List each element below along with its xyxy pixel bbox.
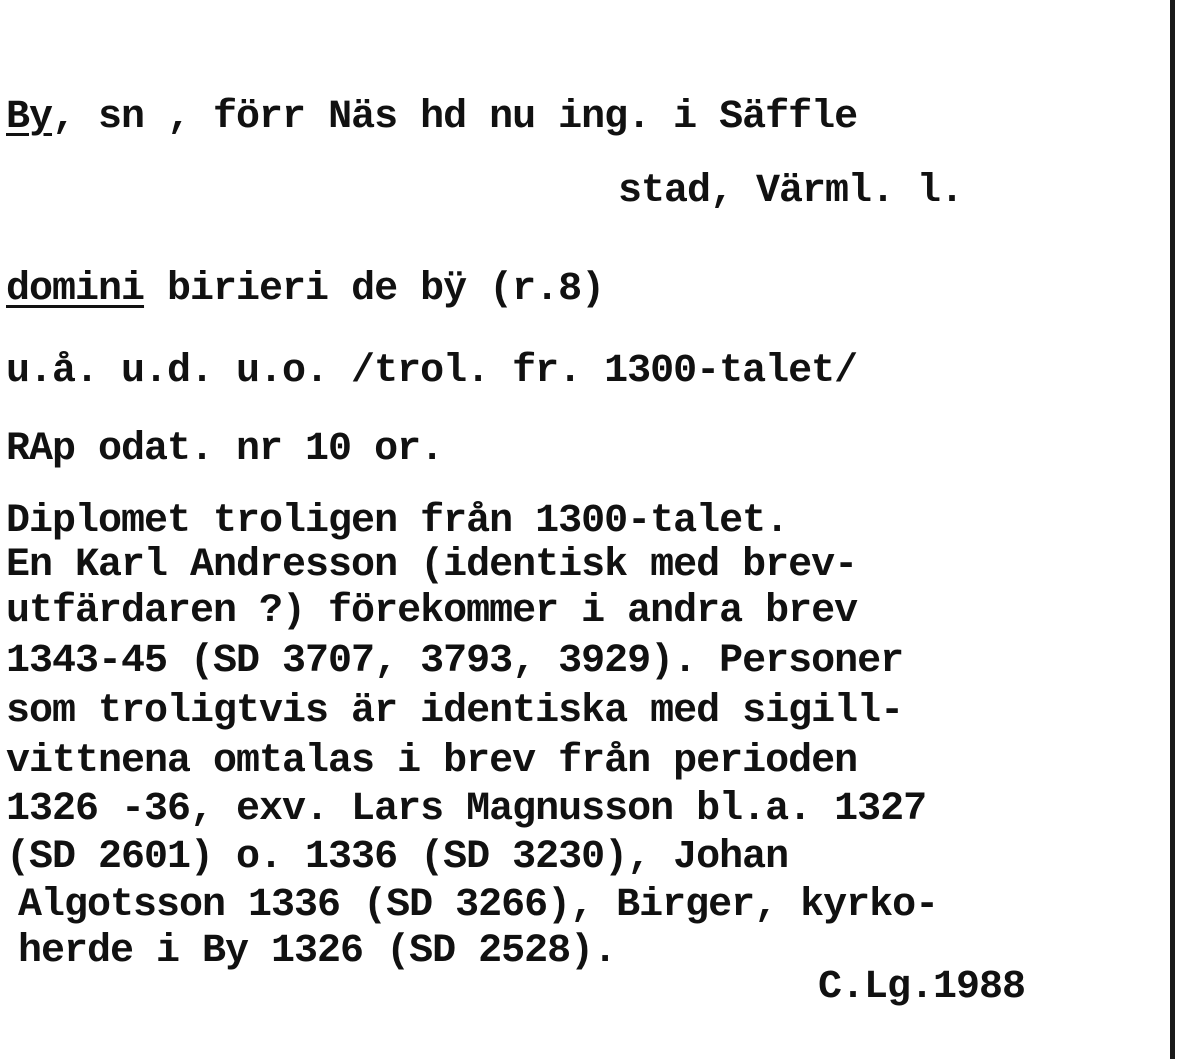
commentary-line-7: 1326 -36, exv. Lars Magnusson bl.a. 1327 bbox=[6, 787, 927, 832]
header-line-1 bbox=[6, 96, 857, 140]
card-edge bbox=[1170, 0, 1175, 1059]
dating-line: u.å. u.d. u.o. /trol. fr. 1300-talet/ bbox=[6, 349, 858, 394]
citation-word-rest: birieri de bÿ (r.8) bbox=[144, 267, 605, 312]
underlined-form: domini bbox=[6, 267, 145, 312]
signature: C.Lg.1988 bbox=[818, 965, 1026, 1010]
commentary-line-2: En Karl Andresson (identisk med brev- bbox=[6, 543, 858, 588]
commentary-line-6: vittnena omtalas i brev från perioden bbox=[6, 739, 858, 784]
header-line-1-rest: , sn , förr Näs hd nu ing. i Säffle bbox=[52, 95, 858, 140]
commentary-line-9: Algotsson 1336 (SD 3266), Birger, kyrko- bbox=[18, 883, 939, 928]
commentary-line-4: 1343-45 (SD 3707, 3793, 3929). Personer bbox=[6, 639, 904, 684]
lemma: By bbox=[6, 95, 53, 140]
header-line-2: stad, Värml. l. bbox=[618, 169, 964, 214]
commentary-line-8: (SD 2601) o. 1336 (SD 3230), Johan bbox=[6, 835, 789, 880]
commentary-line-5: som troligtvis är identiska med sigill- bbox=[6, 689, 904, 734]
commentary-line-3: utfärdaren ?) förekommer i andra brev bbox=[6, 589, 858, 634]
commentary-line-1: Diplomet troligen från 1300-talet. bbox=[6, 499, 789, 544]
citation-word bbox=[6, 268, 604, 312]
source-line: RAp odat. nr 10 or. bbox=[6, 427, 444, 472]
commentary-line-10: herde i By 1326 (SD 2528). bbox=[18, 929, 617, 974]
